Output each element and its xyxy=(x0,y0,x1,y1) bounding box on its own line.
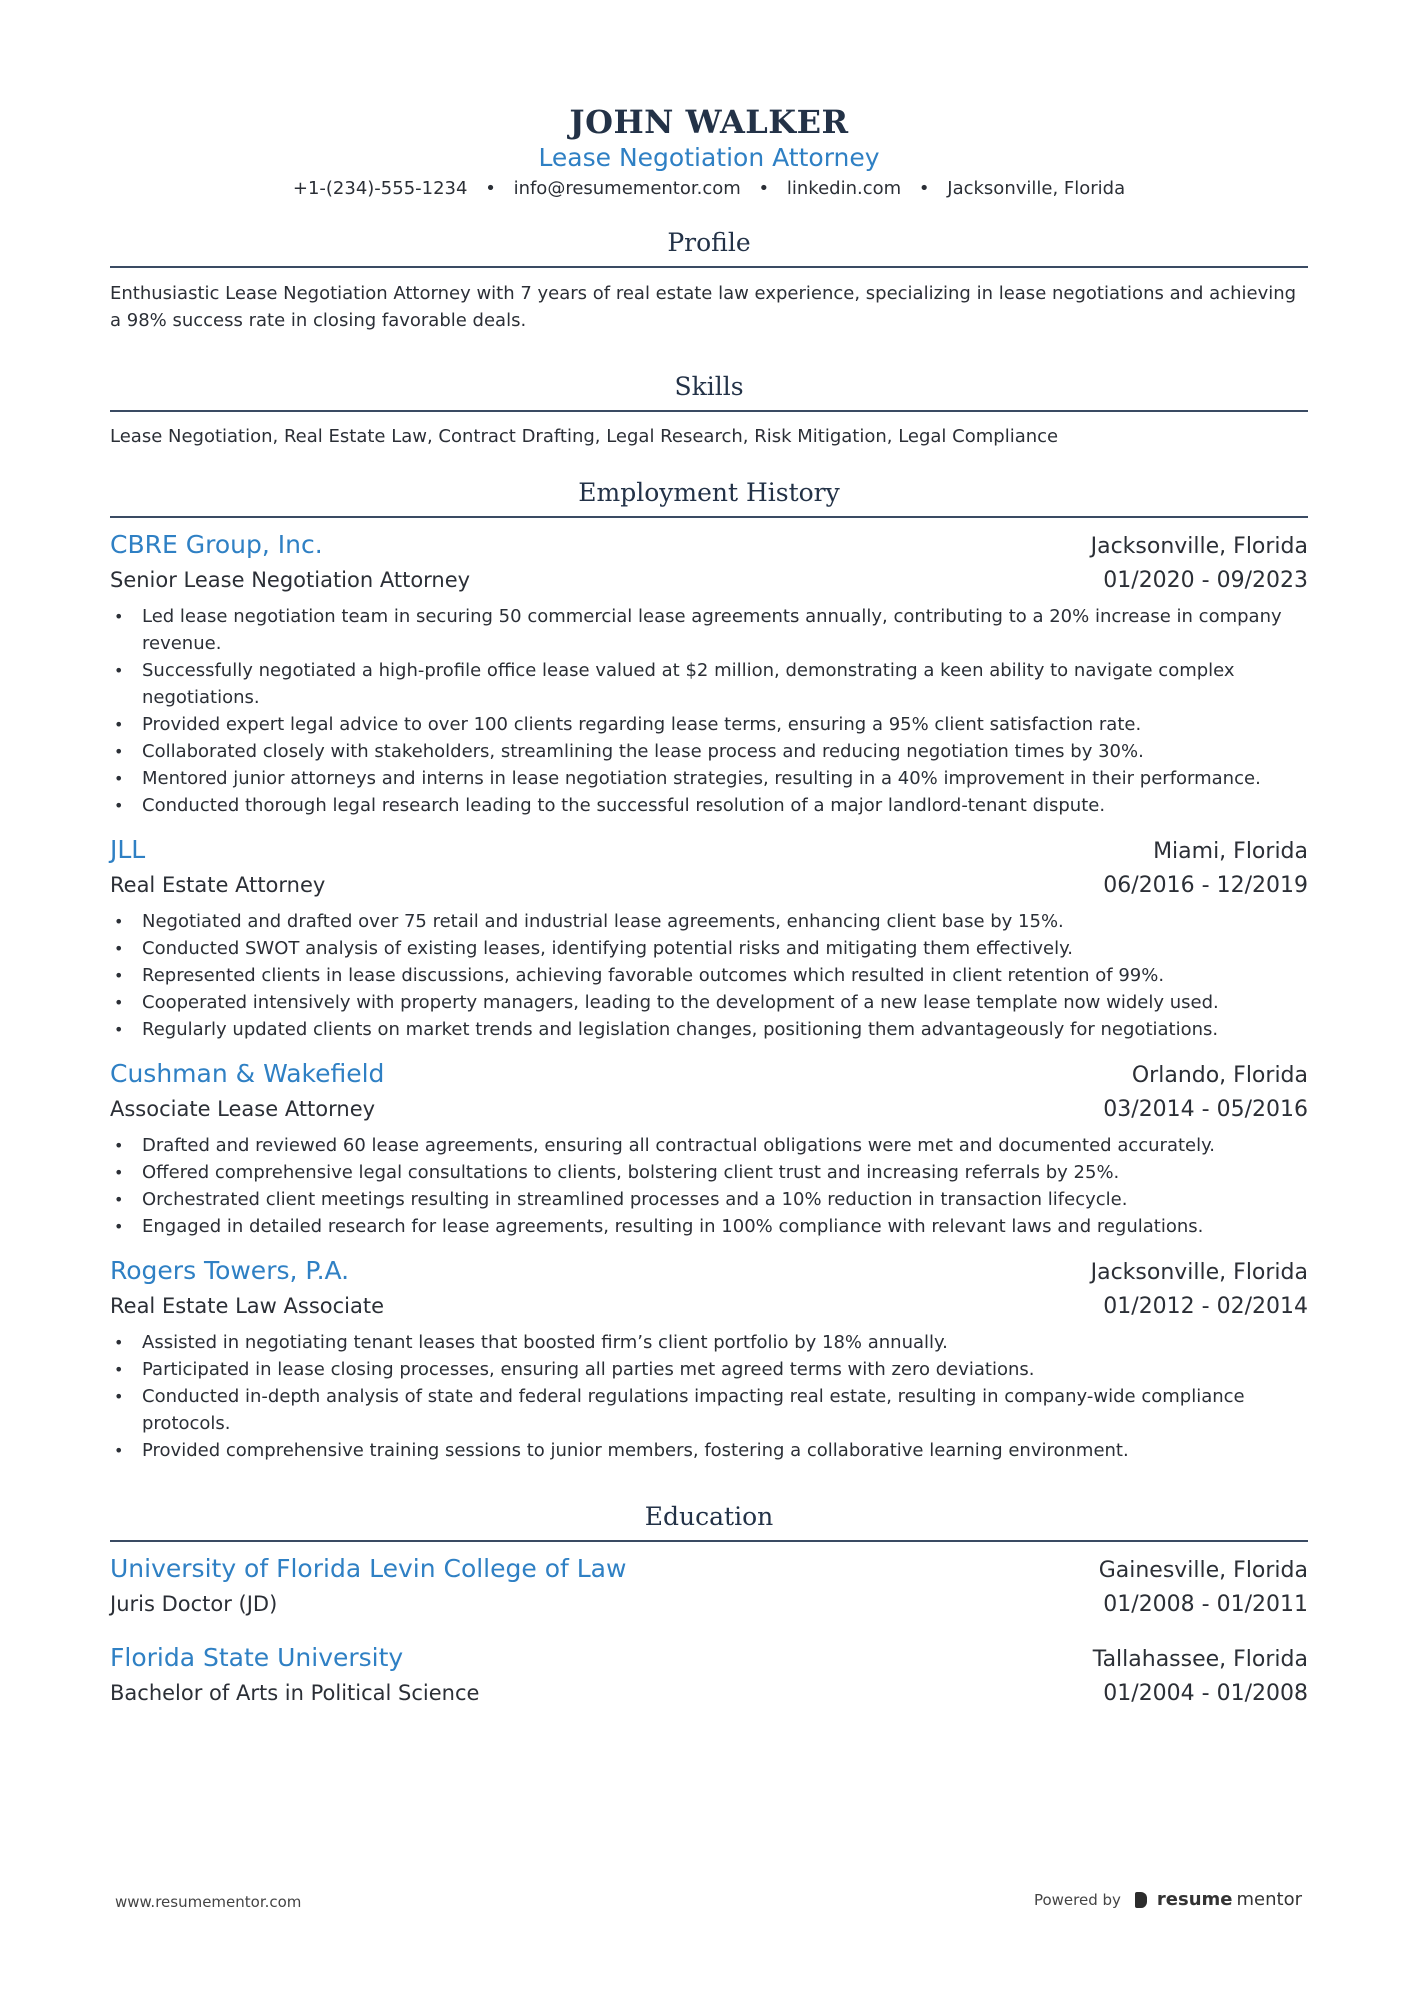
education-dates: 01/2004 - 01/2008 xyxy=(1103,1681,1308,1706)
job-bullet: • Conducted SWOT analysis of existing leases, identifying potential risks and mitigating them effectively. xyxy=(110,935,1308,962)
footer-website[interactable]: www.resumementor.com xyxy=(115,1893,302,1911)
job-bullets xyxy=(110,1132,1308,1240)
education-section xyxy=(110,1500,1308,1710)
education-dates: 01/2008 - 01/2011 xyxy=(1103,1592,1308,1617)
job-role-line xyxy=(110,564,1308,597)
education-entry xyxy=(110,1552,1308,1621)
job-bullet: • Collaborated closely with stakeholders, streamlining the lease process and reducing negotiation times by 30%. xyxy=(110,738,1308,765)
job-bullet: • Conducted thorough legal research leading to the successful resolution of a major landlord-tenant dispute. xyxy=(110,792,1308,819)
skills-text: Lease Negotiation, Real Estate Law, Contract Drafting, Legal Research, Risk Mitigation, Legal Compliance xyxy=(110,426,1059,447)
job-entry xyxy=(110,1057,1308,1240)
contact-linkedin[interactable]: linkedin.com xyxy=(786,178,902,199)
job-entry xyxy=(110,1254,1308,1464)
job-bullets xyxy=(110,1329,1308,1464)
section-divider xyxy=(110,1540,1308,1542)
skills-section xyxy=(110,370,1308,450)
job-dates: 01/2020 - 09/2023 xyxy=(1103,568,1308,593)
job-bullet: • Mentored junior attorneys and interns in lease negotiation strategies, resulting in a 40% improvement in their performance. xyxy=(110,765,1308,792)
job-bullet: • Represented clients in lease discussions, achieving favorable outcomes which resulted in client retention of 99%. xyxy=(110,962,1308,989)
contact-phone: +1-(234)-555-1234 xyxy=(292,178,468,199)
brand-logo[interactable] xyxy=(1135,1889,1302,1910)
bullet-separator: • xyxy=(485,178,496,199)
job-bullet: • Engaged in detailed research for lease agreements, resulting in 100% compliance with relevant laws and regulations. xyxy=(110,1213,1308,1240)
job-company: JLL xyxy=(110,835,146,864)
job-header xyxy=(110,1254,1308,1290)
section-divider xyxy=(110,410,1308,412)
resume-header xyxy=(110,0,1308,202)
profile-section xyxy=(110,226,1308,334)
job-bullet: • Conducted in-depth analysis of state and federal regulations impacting real estate, resulting in company-wide compliance protocols. xyxy=(110,1383,1308,1437)
contact-line xyxy=(110,176,1308,202)
resumementor-logo-icon xyxy=(1135,1892,1147,1908)
job-bullet: • Participated in lease closing processes, ensuring all parties met agreed terms with zero deviations. xyxy=(110,1356,1308,1383)
job-company: CBRE Group, Inc. xyxy=(110,530,323,559)
job-header xyxy=(110,833,1308,869)
job-location: Jacksonville, Florida xyxy=(1090,1260,1308,1285)
bullet-separator: • xyxy=(918,178,930,199)
candidate-title: Lease Negotiation Attorney xyxy=(538,143,880,172)
section-title-skills: Skills xyxy=(674,372,744,401)
section-divider xyxy=(110,266,1308,268)
school-name: Florida State University xyxy=(110,1643,404,1672)
education-degree-line xyxy=(110,1588,1308,1621)
job-bullets xyxy=(110,908,1308,1043)
job-role-line xyxy=(110,1093,1308,1126)
job-location: Miami, Florida xyxy=(1153,839,1308,864)
section-title-education: Education xyxy=(644,1502,774,1531)
footer-branding xyxy=(1034,1889,1302,1910)
contact-email[interactable]: info@resumementor.com xyxy=(513,178,741,199)
brand-name-light: mentor xyxy=(1236,1889,1302,1910)
bullet-separator: • xyxy=(758,178,770,199)
job-location: Jacksonville, Florida xyxy=(1090,534,1308,559)
section-title-employment: Employment History xyxy=(578,478,840,507)
job-dates: 01/2012 - 02/2014 xyxy=(1103,1294,1308,1319)
profile-text: Enthusiastic Lease Negotiation Attorney with 7 years of real estate law experience, specializing in lease negotiations and achieving a 98% success rate in closing favorable deals. xyxy=(110,283,1297,331)
resume-page xyxy=(110,0,1308,1710)
job-bullet: • Negotiated and drafted over 75 retail and industrial lease agreements, enhancing client base by 15%. xyxy=(110,908,1308,935)
job-bullet: • Cooperated intensively with property managers, leading to the development of a new lease template now widely used. xyxy=(110,989,1308,1016)
candidate-name: JOHN WALKER xyxy=(569,103,849,141)
job-location: Orlando, Florida xyxy=(1131,1063,1308,1088)
degree: Juris Doctor (JD) xyxy=(110,1592,278,1616)
job-header xyxy=(110,1057,1308,1093)
job-entry xyxy=(110,833,1308,1043)
job-role: Real Estate Law Associate xyxy=(110,1294,385,1318)
job-role-line xyxy=(110,1290,1308,1323)
degree: Bachelor of Arts in Political Science xyxy=(110,1681,480,1705)
education-header xyxy=(110,1552,1308,1588)
section-divider xyxy=(110,516,1308,518)
job-bullet: • Assisted in negotiating tenant leases that boosted firm’s client portfolio by 18% annually. xyxy=(110,1329,1308,1356)
job-bullet: • Offered comprehensive legal consultations to clients, bolstering client trust and increasing referrals by 25%. xyxy=(110,1159,1308,1186)
job-role-line xyxy=(110,869,1308,902)
contact-location: Jacksonville, Florida xyxy=(947,178,1126,199)
job-dates: 06/2016 - 12/2019 xyxy=(1103,873,1308,898)
brand-name-bold: resume xyxy=(1156,1889,1233,1910)
job-role: Real Estate Attorney xyxy=(110,873,326,897)
job-bullet: • Orchestrated client meetings resulting in streamlined processes and a 10% reduction in transaction lifecycle. xyxy=(110,1186,1308,1213)
job-bullet: • Provided expert legal advice to over 100 clients regarding lease terms, ensuring a 95% client satisfaction rate. xyxy=(110,711,1308,738)
job-dates: 03/2014 - 05/2016 xyxy=(1103,1097,1308,1122)
job-company: Rogers Towers, P.A. xyxy=(110,1256,350,1285)
job-bullet: • Provided comprehensive training sessions to junior members, fostering a collaborative learning environment. xyxy=(110,1437,1308,1464)
job-bullet: • Drafted and reviewed 60 lease agreements, ensuring all contractual obligations were met and documented accurately. xyxy=(110,1132,1308,1159)
education-degree-line xyxy=(110,1677,1308,1710)
job-entry xyxy=(110,528,1308,819)
job-bullet: • Successfully negotiated a high-profile office lease valued at $2 million, demonstrating a keen ability to navigate complex negotiations. xyxy=(110,657,1308,711)
job-bullets xyxy=(110,603,1308,819)
job-bullet: • Regularly updated clients on market trends and legislation changes, positioning them advantageously for negotiations. xyxy=(110,1016,1308,1043)
job-role: Associate Lease Attorney xyxy=(110,1097,376,1121)
education-entry xyxy=(110,1641,1308,1710)
education-header xyxy=(110,1641,1308,1677)
powered-by-label: Powered by xyxy=(1033,1890,1121,1909)
school-location: Gainesville, Florida xyxy=(1098,1558,1308,1583)
school-name: University of Florida Levin College of Law xyxy=(110,1554,627,1583)
job-header xyxy=(110,528,1308,564)
section-title-profile: Profile xyxy=(667,228,751,257)
job-role: Senior Lease Negotiation Attorney xyxy=(110,568,471,592)
school-location: Tallahassee, Florida xyxy=(1092,1647,1308,1672)
employment-section xyxy=(110,476,1308,1464)
job-company: Cushman & Wakefield xyxy=(110,1059,385,1088)
job-bullet: • Led lease negotiation team in securing 50 commercial lease agreements annually, contributing to a 20% increase in company revenue. xyxy=(110,603,1308,657)
